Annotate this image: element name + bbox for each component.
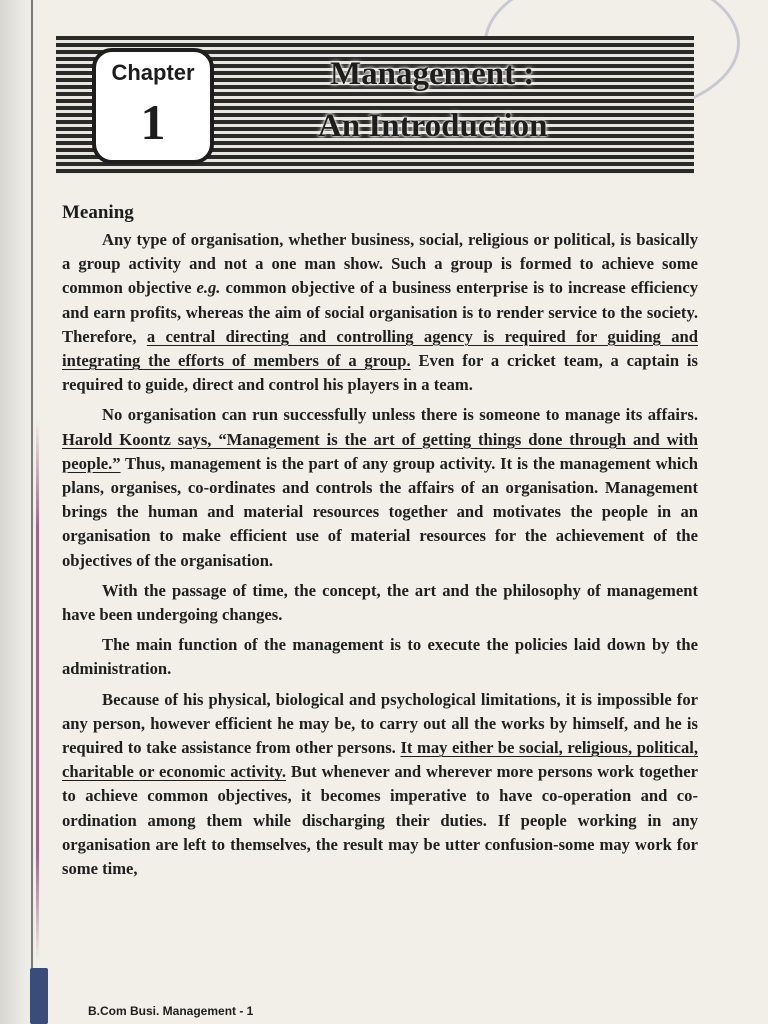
paragraph-4: The main function of the management is to execute the policies laid down by the administration.: [62, 635, 698, 679]
chapter-label: Chapter: [111, 60, 195, 85]
paragraph-3: With the passage of time, the concept, the art and the philosophy of management have been undergoing changes.: [62, 580, 698, 625]
paragraph-2: [62, 403, 698, 572]
paragraph-5: [62, 688, 698, 882]
paragraph-1-abbrev: e.g.: [196, 278, 221, 298]
paragraph-1: [62, 228, 698, 397]
binding-line: [31, 0, 33, 1024]
chapter-title-line-1: Management :: [330, 56, 535, 92]
paragraph-1-text-c: Even for a cricket team, a captain is required to guide, direct and control his players in a team.: [62, 351, 698, 395]
page-footer: B.Com Busi. Management - 1: [88, 1004, 254, 1018]
section-heading: Meaning: [62, 202, 134, 223]
paragraph-2-text-a: No organisation can run successfully unless there is someone to manage its affairs.: [102, 405, 698, 425]
chapter-number: 1: [140, 94, 166, 150]
paragraph-2-quote: Harold Koontz says, “Management is the art of getting things done through and with people.”: [62, 429, 698, 473]
paragraph-5-underlined: It may either be social, religious, political, charitable or economic activity.: [62, 738, 698, 782]
paragraph-1-text-a: Any type of organisation, whether business, social, religious or political, is basically a group activity and not a one man show. Such a group is formed to achieve some common objective: [62, 230, 698, 298]
binding-thread: [36, 420, 39, 960]
body-text: [62, 228, 698, 887]
paragraph-1-underlined: a central directing and controlling agency is required for guiding and integrating the efforts of members of a group.: [62, 326, 698, 371]
paragraph-5-text-b: But whenever and wherever more persons work together to achieve common objectives, it becomes imperative to have co-operation and co-ordination among them while discharging their duties. If people working in any organisation are left to themselves, the result may be utter confusion-some may work for some time,: [62, 762, 698, 879]
page-spine: [0, 0, 40, 1024]
paragraph-2-text-b: Thus, management is the part of any group activity. It is the management which plans, organises, co-ordinates and controls the affairs of an organisation. Management brings the human and material resources together and motivates the people in an organisation to make efficient use of material resources for the achievement of the objectives of the organisation.: [62, 453, 698, 570]
binding-tag: [30, 968, 48, 1024]
chapter-title-line-2: An Introduction: [318, 108, 548, 144]
chapter-badge: [92, 48, 214, 164]
paragraph-1-text-b: common objective of a business enterprise is to increase efficiency and earn profits, whereas the aim of social organisation is to render service to the society. Therefore,: [62, 278, 698, 346]
paragraph-5-text-a: Because of his physical, biological and psychological limitations, it is impossible for any person, however efficient he may be, to carry out all the works by himself, and he is required to take assistance from other persons.: [62, 689, 698, 758]
